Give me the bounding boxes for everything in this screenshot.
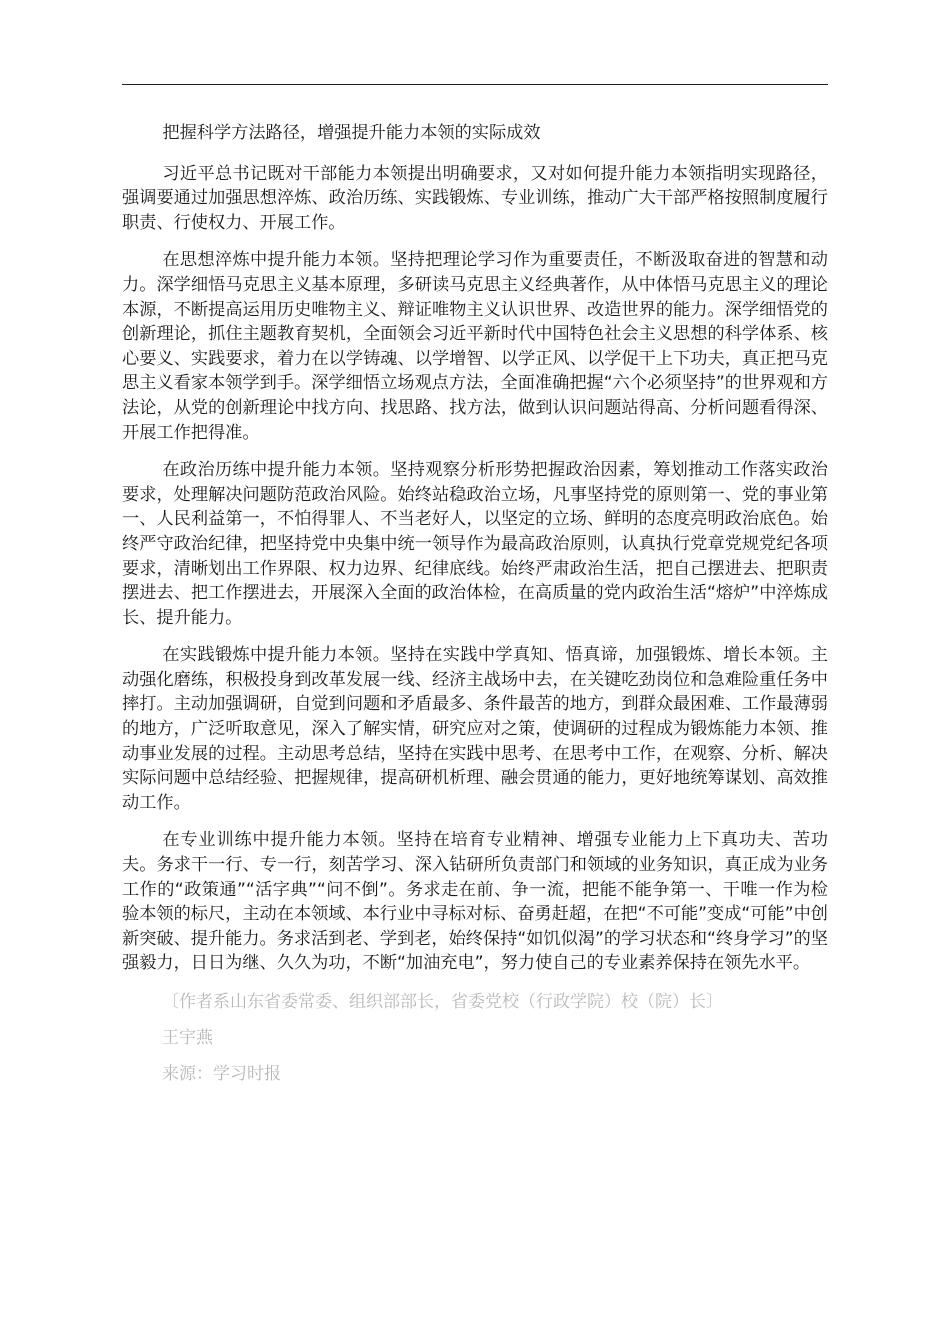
top-divider: [122, 84, 828, 85]
author-note: 〔作者系山东省委常委、组织部部长，省委党校（行政学院）校（院）长〕: [162, 992, 723, 1012]
paragraph-intro: 习近平总书记既对干部能力本领提出明确要求，又对如何提升能力本领指明实现路径，强调要通过加强思想淬炼、政治历练、实践锻炼、专业训练，推动广大干部严格按照制度履行职责、行使权力、开展工作。: [122, 163, 828, 233]
article-body: [122, 121, 828, 1086]
source-line: 来源：学习时报: [162, 1064, 281, 1084]
paragraph-ideological-tempering: 在思想淬炼中提升能力本领。坚持把理论学习作为重要责任，不断汲取奋进的智慧和动力。深学细悟马克思主义基本原理，多研读马克思主义经典著作，从中体悟马克思主义的理论本源，不断提高运用历史唯物主义、辩证唯物主义认识世界、改造世界的能力。深学细悟党的创新理论，抓住主题教育契机，全面领会习近平新时代中国特色社会主义思想的科学体系、核心要义、实践要求，着力在以学铸魂、以学增智、以学正风、以学促干上下功夫，真正把马克思主义看家本领学到手。深学细悟立场观点方法，全面准确把握“六个必须坚持”的世界观和方法论，从党的创新理论中找方向、找思路、找方法，做到认识问题站得高、分析问题看得深、开展工作把得准。: [122, 250, 828, 443]
paragraph-professional-training: 在专业训练中提升能力本领。坚持在培育专业精神、增强专业能力上下真功夫、苦功夫。务求干一行、专一行，刻苦学习、深入钻研所负责部门和领域的业务知识，真正成为业务工作的“政策通”“活字典”“问不倒”。务求走在前、争一流，把能不能争第一、干唯一作为检验本领的标尺，主动在本领域、本行业中寻标对标、奋勇赶超，在把“不可能”变成“可能”中创新突破、提升能力。务求活到老、学到老，始终保持“如饥似渴”的学习状态和“终身学习”的坚强毅力，日日为继、久久为功，不断“加油充电”，努力使自己的专业素养保持在领先水平。: [122, 830, 828, 974]
paragraph-political-experience: 在政治历练中提升能力本领。坚持观察分析形势把握政治因素，筹划推动工作落实政治要求，处理解决问题防范政治风险。始终站稳政治立场，凡事坚持党的原则第一、党的事业第一、人民利益第一，不怕得罪人、不当老好人，以坚定的立场、鲜明的态度亮明政治底色。始终严守政治纪律，把坚持党中央集中统一领导作为最高政治原则，认真执行党章党规党纪各项要求，清晰划出工作界限、权力边界、纪律底线。始终严肃政治生活，把自己摆进去、把职责摆进去、把工作摆进去，开展深入全面的政治体检，在高质量的党内政治生活“熔炉”中淬炼成长、提升能力。: [122, 460, 828, 628]
editor-name: 王宇燕: [162, 1028, 213, 1048]
section-heading: 把握科学方法路径，增强提升能力本领的实际成效: [162, 123, 541, 143]
paragraph-practical-training: 在实践锻炼中提升能力本领。坚持在实践中学真知、悟真谛，加强锻炼、增长本领。主动强化磨练，积极投身到改革发展一线、经济主战场中去，在关键吃劲岗位和急难险重任务中摔打。主动加强调研，自觉到问题和矛盾最多、条件最苦的地方，到群众最困难、工作最薄弱的地方，广泛听取意见，深入了解实情，研究应对之策，使调研的过程成为锻炼能力本领、推动事业发展的过程。主动思考总结，坚持在实践中思考、在思考中工作，在观察、分析、解决实际问题中总结经验、把握规律，提高研机析理、融会贯通的能力，更好地统筹谋划、高效推动工作。: [122, 645, 828, 813]
